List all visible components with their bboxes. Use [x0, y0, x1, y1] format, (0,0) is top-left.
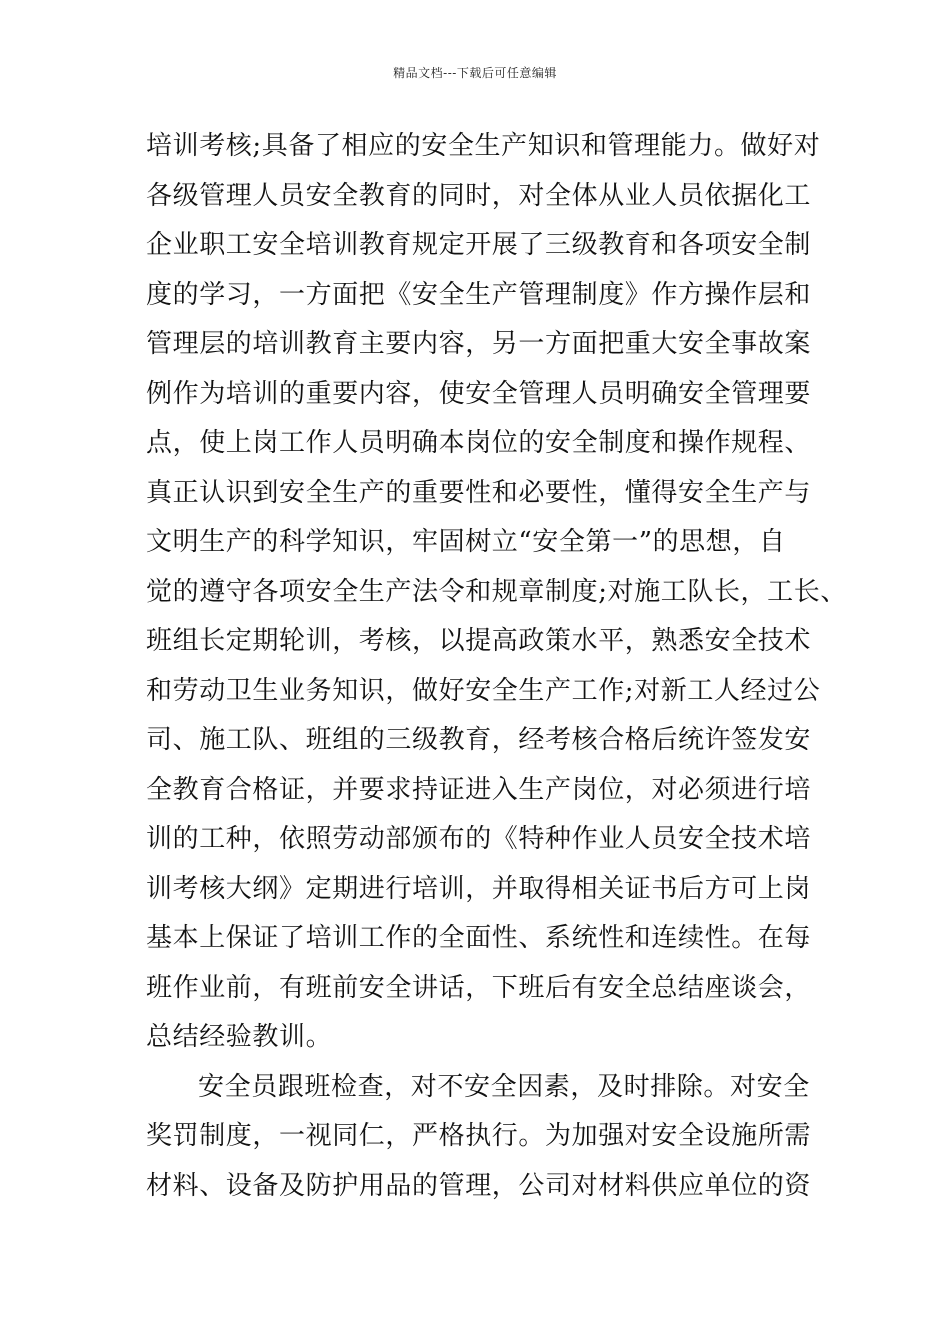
- text-line: 企业职工安全培训教育规定开展了三级教育和各项安全制: [146, 230, 812, 260]
- text-line: 点，使上岗工作人员明确本岗位的安全制度和操作规程、: [146, 428, 812, 458]
- text-line: 文明生产的科学知识，牢固树立“安全第一”的思想，自: [146, 527, 786, 557]
- text-line: 训考核大纲》定期进行培训，并取得相关证书后方可上岗: [146, 873, 812, 904]
- text-line: 例作为培训的重要内容，使安全管理人员明确安全管理要: [146, 378, 812, 409]
- text-line: 管理层的培训教育主要内容，另一方面把重大安全事故案: [146, 329, 812, 359]
- text-line: 和劳动卫生业务知识，做好安全生产工作;对新工人经过公: [146, 675, 821, 706]
- page-header: 精品文档---下载后可任意编辑: [393, 66, 557, 80]
- text-line: 各级管理人员安全教育的同时，对全体从业人员依据化工: [146, 180, 812, 211]
- text-line: 司、施工队、班组的三级教育，经考核合格后统许签发安: [146, 725, 812, 755]
- text-line: 奖罚制度，一视同仁，严格执行。为加强对安全设施所需: [146, 1121, 812, 1151]
- text-line: 真正认识到安全生产的重要性和必要性，懂得安全生产与: [146, 477, 812, 508]
- text-line: 训的工种，依照劳动部颁布的《特种作业人员安全技术培: [146, 824, 812, 854]
- text-line: 材料、设备及防护用品的管理，公司对材料供应单位的资: [146, 1170, 812, 1201]
- body-text: [146, 122, 847, 1211]
- text-line: 全教育合格证，并要求持证进入生产岗位，对必须进行培: [146, 774, 812, 805]
- text-line: 培训考核;具备了相应的安全生产知识和管理能力。做好对: [146, 131, 821, 161]
- text-line: 班组长定期轮训，考核，以提高政策水平，熟悉安全技术: [146, 626, 812, 656]
- text-line: 班作业前，有班前安全讲话，下班后有安全总结座谈会，: [146, 972, 812, 1003]
- text-line: 基本上保证了培训工作的全面性、系统性和连续性。在每: [146, 923, 812, 953]
- text-line: 总结经验教训。: [146, 1022, 333, 1052]
- text-line: 度的学习，一方面把《安全生产管理制度》作方操作层和: [146, 279, 812, 310]
- text-line: 觉的遵守各项安全生产法令和规章制度;对施工队长，工长、: [146, 576, 847, 607]
- paragraph-start-line: 安全员跟班检查，对不安全因素，及时排除。对安全: [198, 1071, 810, 1102]
